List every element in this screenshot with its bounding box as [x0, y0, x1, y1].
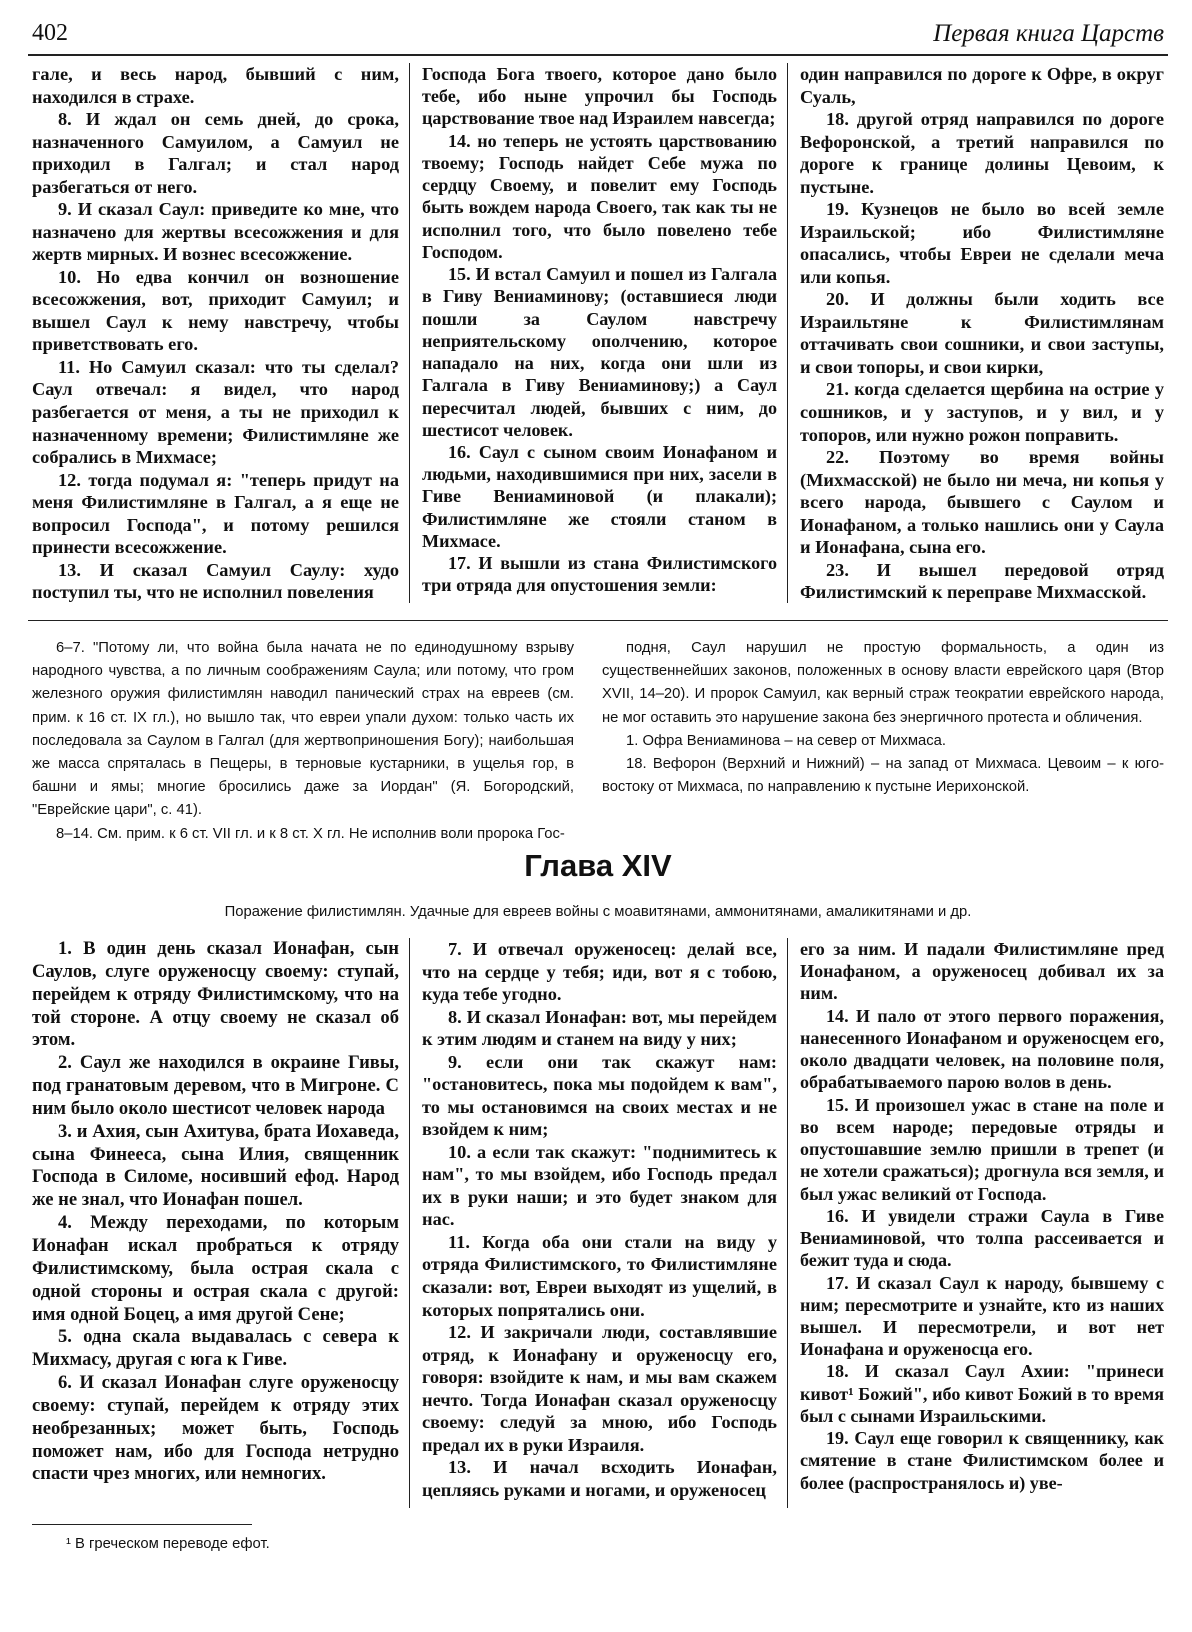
verse-paragraph: 16. Саул с сыном своим Ионафаном и людьми, находившимися при них, засели в Гиве Вениаминовой (и плакали); Филистимляне же стояли станом в Михмасе. [422, 441, 777, 551]
verse-paragraph: 5. одна скала выдавалась с севера к Михмасу, другая с юга к Гиве. [32, 1326, 399, 1371]
verse-paragraph: 13. И начал всходить Ионафан, цепляясь руками и ногами, и оруженосец [422, 1457, 777, 1500]
text-column [28, 938, 410, 1508]
verse-paragraph: 19. Кузнецов не было во всей земле Израильской; ибо Филистимляне опасались, чтобы Евреи не сделали меча или копья. [800, 199, 1164, 287]
footnote-divider [32, 1524, 252, 1525]
note-column [588, 637, 1168, 846]
verse-paragraph: 8. И сказал Ионафан: вот, мы перейдем к этим людям и станем на виду у них; [422, 1006, 777, 1050]
verse-paragraph: 9. И сказал Саул: приведите ко мне, что назначено для жертвы всесожжения и для жертв мирных. И вознес всесожжение. [32, 199, 399, 265]
verse-paragraph: 12. тогда подумал я: "теперь придут на меня Филистимляне в Галгал, а я еще не вопросил Господа", и потому решился принести всесожжение. [32, 469, 399, 558]
verse-paragraph: 17. И вышли из стана Филистимского три отряда для опустошения земли: [422, 553, 777, 596]
note-paragraph: 1. Офра Вениаминова – на север от Михмаса. [626, 732, 947, 749]
verse-paragraph: его за ним. И падали Филистимляне пред Ионафаном, а оруженосец добивал их за ним. [800, 939, 1164, 1004]
note-paragraph: 18. Вефорон (Верхний и Нижний) – на запад от Михмаса. Цевоим – к юго-востоку от Михмаса, по направлению к пустыне Иерихонской. [602, 756, 1164, 796]
verse-paragraph: Господа Бога твоего, которое дано было тебе, ибо ныне упрочил бы Господь царствование твое над Израилем навсегда; [422, 64, 777, 129]
commentary-notes [28, 637, 1168, 846]
text-column [788, 938, 1168, 1508]
verse-paragraph: гале, и весь народ, бывший с ним, находился в страхе. [32, 64, 399, 107]
chapter-summary: Поражение филистимлян. Удачные для евреев войны с моавитянами, аммонитянами, амаликитянами и др. [224, 904, 972, 920]
page [28, 0, 1168, 1632]
verse-paragraph: 7. И отвечал оруженосец: делай все, что на сердце у тебя; иди, вот я с тобою, куда тебе угодно. [422, 939, 777, 1005]
verse-paragraph: 12. И закричали люди, составлявшие отряд, к Ионафану и оруженосцу его, говоря: взойдите к нам, и мы вам скажем нечто. Тогда Ионафан сказал оруженосцу своему: следуй за мною, ибо Господь предал их в руки Израиля. [422, 1322, 777, 1455]
verse-paragraph: 19. Саул еще говорил к священнику, как смятение в стане Филистимском более и более (распространялось и) уве- [800, 1428, 1164, 1493]
text-column [28, 63, 410, 603]
verse-paragraph: один направился по дороге к Офре, в округ Суаль, [800, 64, 1164, 107]
text-column [410, 938, 788, 1508]
verse-paragraph: 16. И увидели стражи Саула в Гиве Вениаминовой, что толпа рассеивается и бежит туда и сюда. [800, 1205, 1164, 1271]
verse-paragraph: 17. И сказал Саул к народу, бывшему с ним; пересмотрите и узнайте, кто из наших вышел. И пересмотрели, и вот нет Ионафана и оруженосца его. [800, 1272, 1164, 1360]
verse-paragraph: 4. Между переходами, по которым Ионафан искал пробраться к отряду Филистимскому, была острая скала с одной стороны и острая скала с другой: имя одной Боцец, а имя другой Сене; [32, 1212, 399, 1325]
page-number: 402 [32, 20, 68, 46]
text-column [788, 63, 1168, 603]
running-head [28, 20, 1168, 56]
verse-paragraph: 20. И должны были ходить все Израильтяне к Филистимлянам оттачивать свои сошники, и свои заступы, и свои топоры, и свои кирки, [800, 289, 1164, 377]
verse-paragraph: 9. если они так скажут нам: "остановитесь, пока мы подойдем к вам", то мы остановимся на своих местах и не взойдем к ним; [422, 1051, 777, 1140]
verse-paragraph: 8. И ждал он семь дней, до срока, назначенного Самуилом, а Самуил не приходил в Галгал; и стал народ разбегаться от него. [32, 109, 399, 197]
verse-paragraph: 13. И сказал Самуил Саулу: худо поступил ты, что не исполнил повеления [32, 559, 399, 603]
verse-paragraph: 18. И сказал Саул Ахии: "принеси кивот¹ Божий", ибо кивот Божий в то время был с сынами Израильскими. [800, 1361, 1164, 1426]
verse-paragraph: 14. но теперь не устоять царствованию твоему; Господь найдет Себе мужа по сердцу Своему, и повелит ему Господь быть вождем народа Своего, так как ты не исполнил того, что было повелено тебе Господом. [422, 130, 777, 262]
verse-paragraph: 6. И сказал Ионафан слуге оруженосцу своему: ступай, перейдем к отряду этих необрезанных; может быть, Господь поможет нам, ибо для Господа нетрудно спасти чрез многих, или немногих. [32, 1372, 399, 1485]
notes-divider [28, 620, 1168, 621]
top-text-columns [28, 63, 1168, 603]
verse-paragraph: 2. Саул же находился в окраине Гивы, под гранатовым деревом, что в Мигроне. С ним было около шестисот человек народа [32, 1052, 399, 1119]
verse-paragraph: 22. Поэтому во время войны (Михмасской) не было ни меча, ни копья у всего народа, бывшего с Саулом и Ионафаном, а только нашлись они у Саула и Ионафана, сына его. [800, 447, 1164, 558]
verse-paragraph: 10. Но едва кончил он возношение всесожжения, вот, приходит Самуил; и вышел Саул к нему навстречу, чтобы приветствовать его. [32, 266, 399, 355]
note-paragraph: подня, Саул нарушил не простую формальность, а один из существеннейших законов, положенных в основу власти еврейского царя (Втор XVII, 14–20). И пророк Самуил, как верный страж теократии еврейского народа, не мог оставить это нарушение закона без энергичного протеста и обличения. [602, 640, 1164, 726]
note-paragraph: 6–7. "Потому ли, что война была начата не по единодушному взрыву народного чувства, а по личным соображениям Саула; или потому, что гром железного оружия филистимлян наводил панический страх на евреев (см. прим. к 16 ст. IX гл.), но вышло так, что евреи упали духом: только часть их последовала за Саулом в Галгал (для жертвоприношения Богу); наибольшая же масса спряталась в Пещеры, в терновые кустарники, в ущелья гор, в башни и ямы; многие бросились даже за Иордан" (Я. Богородский, "Еврейские цари", с. 41). [32, 640, 574, 819]
verse-paragraph: 3. и Ахия, сын Ахитува, брата Иохаведа, сына Финееса, сына Илия, священник Господа в Силоме, носивший ефод. Народ же не знал, что Ионафан пошел. [32, 1120, 399, 1211]
verse-paragraph: 21. когда сделается щербина на острие у сошников, и у заступов, и у вил, и у топоров, или нужно рожон поправить. [800, 379, 1164, 445]
note-column [28, 637, 588, 846]
verse-paragraph: 1. В один день сказал Ионафан, сын Саулов, слуге оруженосцу своему: ступай, перейдем к отряду Филистимскому, что на той стороне. А отцу своему не сказал об этом. [32, 938, 399, 1051]
bottom-text-columns [28, 938, 1168, 1508]
verse-paragraph: 11. Когда оба они стали на виду у отряда Филистимского, то Филистимляне сказали: вот, Евреи выходят из ущелий, в которых попрятались они. [422, 1231, 777, 1320]
verse-paragraph: 15. И произошел ужас в стане на поле и во всем народе; передовые отряды и опустошавшие землю пришли в трепет (и не хотели сражаться); дрогнула вся земля, и был ужас великий от Господа. [800, 1094, 1164, 1204]
chapter-heading: Глава XIV [524, 848, 672, 883]
book-title: Первая книга Царств [933, 20, 1164, 47]
footnote: ¹ В греческом переводе ефот. [66, 1536, 270, 1552]
text-column [410, 63, 788, 603]
verse-paragraph: 11. Но Самуил сказал: что ты сделал? Саул отвечал: я видел, что народ разбегается от меня, а ты не приходил к назначенному времени; Филистимляне же собрались в Михмасе; [32, 356, 399, 468]
verse-paragraph: 18. другой отряд направился по дороге Вефоронской, а третий направился по дороге к границе долины Цевоим, к пустыне. [800, 109, 1164, 197]
verse-paragraph: 10. а если так скажут: "поднимитесь к нам", то мы взойдем, ибо Господь предал их в руки наши; и это будет знаком для нас. [422, 1141, 777, 1230]
note-paragraph: 8–14. См. прим. к 6 ст. VII гл. и к 8 ст. X гл. Не исполнив воли пророка Гос- [56, 825, 565, 842]
verse-paragraph: 14. И пало от этого первого поражения, нанесенного Ионафаном и оруженосцем его, около двадцати человек, на половине поля, обрабатываемого парою волов в день. [800, 1005, 1164, 1093]
verse-paragraph: 15. И встал Самуил и пошел из Галгала в Гиву Вениаминову; (оставшиеся люди пошли за Саулом навстречу неприятельскому ополчению, которое нападало на них, когда они шли из Галгала в Гиву Вениаминову;) а Саул пересчитал людей, бывших с ним, до шестисот человек. [422, 264, 777, 440]
verse-paragraph: 23. И вышел передовой отряд Филистимский к переправе Михмасской. [800, 559, 1164, 603]
